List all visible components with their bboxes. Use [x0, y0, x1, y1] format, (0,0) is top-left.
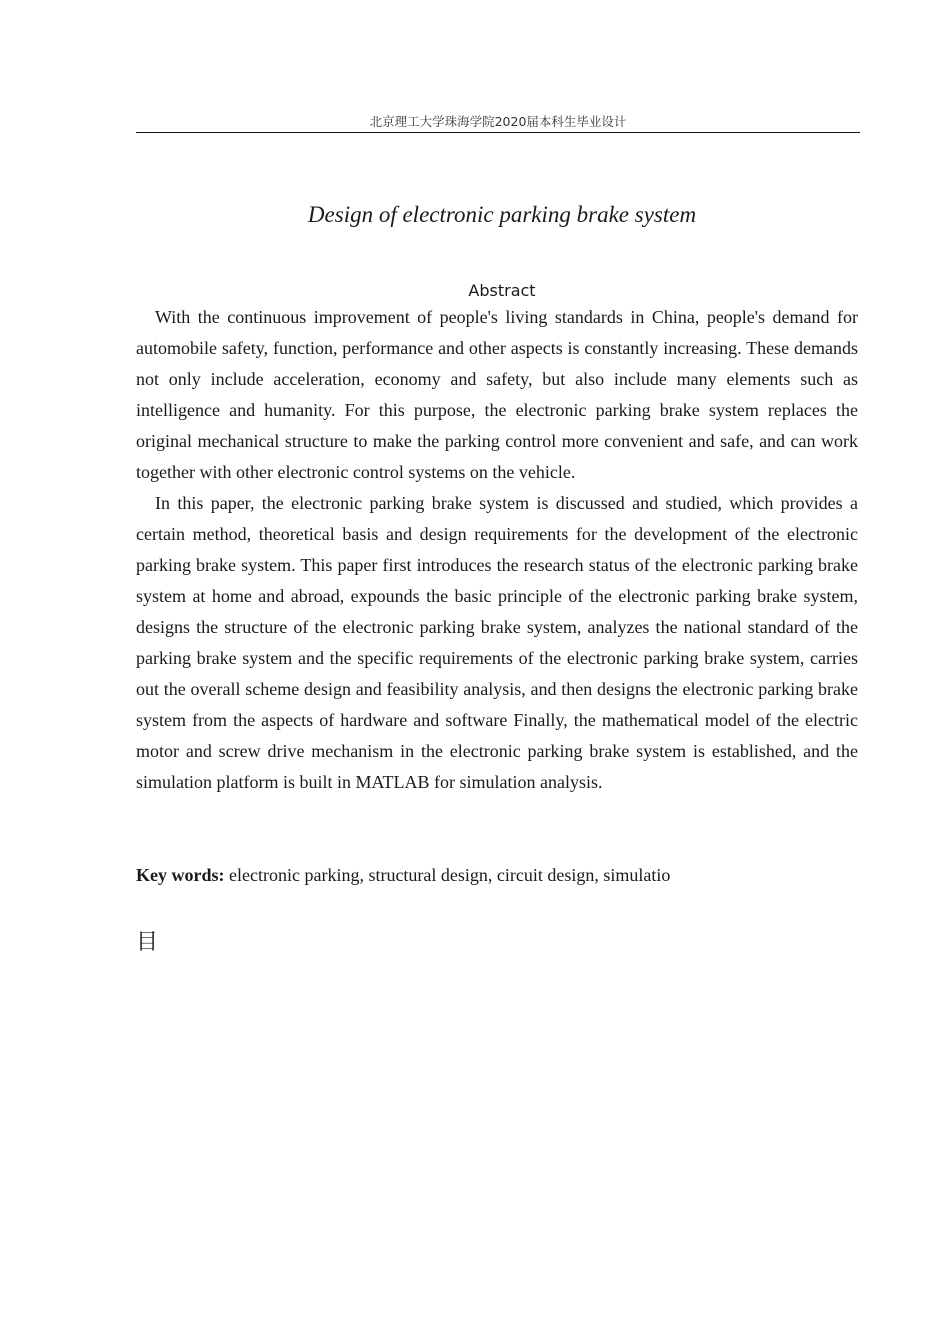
toc-heading-fragment: 目	[136, 930, 159, 955]
running-header: 北京理工大学珠海学院2020届本科生毕业设计	[369, 114, 627, 129]
abstract-paragraph: In this paper, the electronic parking brake system is discussed and studied, which provides a certain method, theoretical basis and design requirements for the development of the electronic parking brake system. This paper first introduces the research status of the electronic parking brake system at home and abroad, expounds the basic principle of the electronic parking brake system, designs the structure of the electronic parking brake system, analyzes the national standard of the parking brake system and the specific requirements of the electronic parking brake system, carries out the overall scheme design and feasibility analysis, and then designs the electronic parking brake system from the aspects of hardware and software Finally, the mathematical model of the electric motor and screw drive mechanism in the electronic parking brake system is established, and the simulation platform is built in MATLAB for simulation analysis.	[136, 493, 858, 792]
abstract-paragraph: With the continuous improvement of people's living standards in China, people's demand for automobile safety, function, performance and other aspects is constantly increasing. These demands not only include acceleration, economy and safety, but also include many elements such as intelligence and humanity. For this purpose, the electronic parking brake system replaces the original mechanical structure to make the parking control more convenient and safe, and can work together with other electronic control systems on the vehicle.	[136, 307, 858, 482]
keywords-text: electronic parking, structural design, circuit design, simulatio	[224, 865, 671, 885]
keywords-label: Key words:	[136, 865, 225, 885]
keywords-line	[136, 860, 858, 890]
header-rule	[136, 132, 860, 133]
document-title: Design of electronic parking brake system	[307, 202, 697, 227]
abstract-body	[136, 302, 858, 798]
abstract-heading: Abstract	[468, 281, 536, 300]
